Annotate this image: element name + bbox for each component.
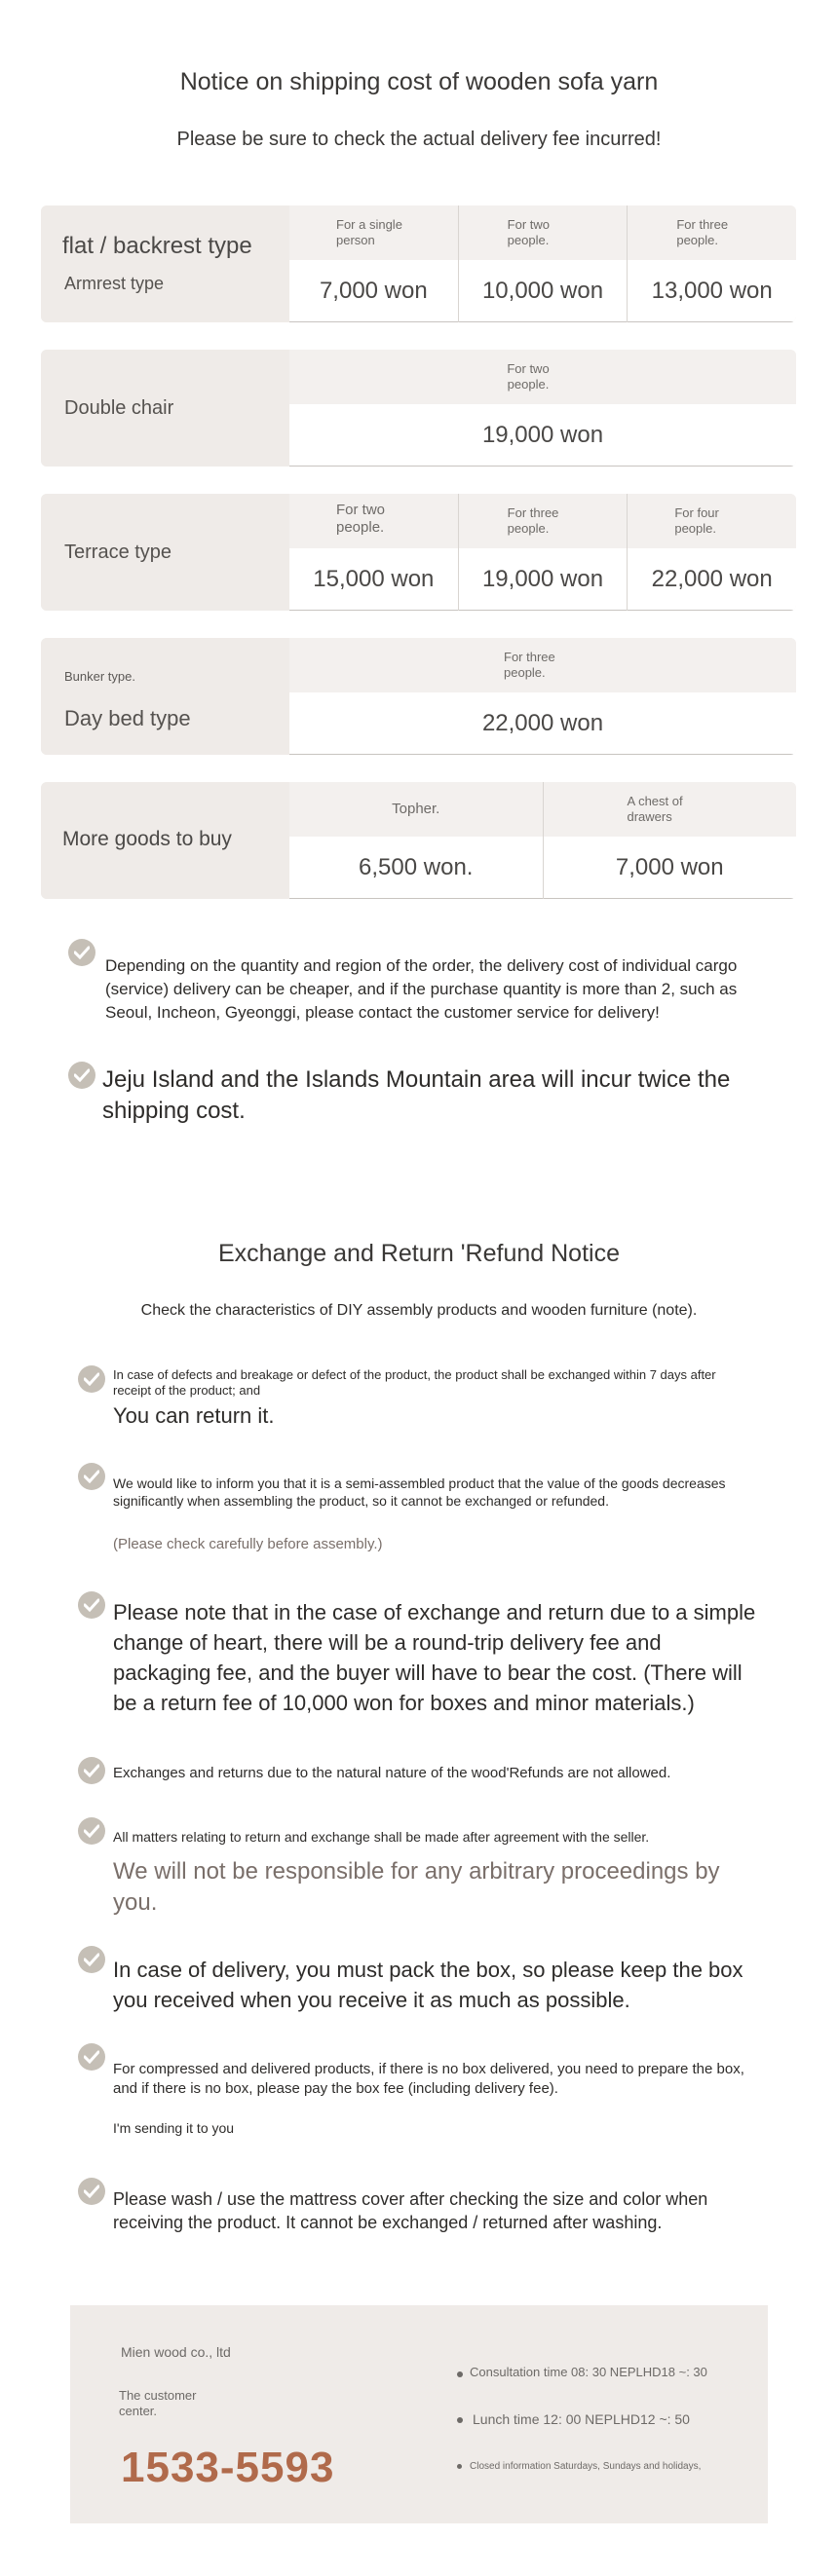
bullet-icon xyxy=(457,2464,462,2469)
column-head: For three people. xyxy=(507,505,559,536)
label-small: Bunker type. xyxy=(64,669,135,684)
label-main: Day bed type xyxy=(64,706,191,730)
check-icon xyxy=(78,2178,105,2205)
refund-title: Exchange and Return 'Refund Notice xyxy=(218,1240,620,1267)
check-icon xyxy=(78,1757,105,1784)
check-icon xyxy=(68,939,95,966)
column-head: For four people. xyxy=(674,505,719,536)
check-icon xyxy=(78,2043,105,2071)
price-value: 7,000 won xyxy=(615,854,724,880)
shipping-subtitle: Please be sure to check the actual delivery fee incurred! xyxy=(176,129,662,150)
bullet-icon xyxy=(457,2417,463,2423)
price-value: 7,000 won xyxy=(319,278,428,304)
price-value: 22,000 won xyxy=(481,710,604,736)
price-value: 10,000 won xyxy=(481,278,604,304)
refund-item-big: Please note that in the case of exchange and return due to a simple change of heart, there will be a round-trip delivery fee and packaging fee, and the buyer will have to bear the cost. (There will be a return fee of 10,000 won for boxes and minor materials.) xyxy=(113,1600,756,1715)
customer-center-label: The customer center. xyxy=(119,2388,197,2418)
column-head: Topher. xyxy=(392,801,440,817)
refund-item-text: For compressed and delivered products, if there is no box delivered, you need to prepare the box, and if there is no box, please pay the box fee (including delivery fee). xyxy=(113,2061,744,2097)
label-main: flat / backrest type xyxy=(62,233,252,259)
price-table-day-bed xyxy=(41,638,796,755)
label-main: Double chair xyxy=(64,397,174,419)
shipping-note-islands: Jeju Island and the Islands Mountain area will incur twice the shipping cost. xyxy=(102,1066,731,1124)
check-icon xyxy=(78,1365,105,1393)
consultation-time: Consultation time 08: 30 NEPLHD18 ~: 30 xyxy=(470,2365,707,2379)
price-table-more-goods xyxy=(41,782,796,899)
lunch-time: Lunch time 12: 00 NEPLHD12 ~: 50 xyxy=(473,2411,690,2427)
company-name: Mien wood co., ltd xyxy=(121,2344,231,2360)
price-table-label xyxy=(41,205,289,322)
shipping-title: Notice on shipping cost of wooden sofa yarn xyxy=(179,68,659,95)
refund-item-big: We will not be responsible for any arbitrary proceedings by you. xyxy=(113,1858,720,1916)
column-head: For two people. xyxy=(336,502,386,536)
column-head: For three people. xyxy=(504,650,555,680)
refund-item-text: Please wash / use the mattress cover after checking the size and color when receiving the product. It cannot be exchanged / returned after washing. xyxy=(113,2189,708,2232)
check-icon xyxy=(78,1463,105,1490)
refund-item-small: In case of defects and breakage or defect of the product, the product shall be exchanged within 7 days after receipt of the product; and xyxy=(113,1367,716,1398)
price-value: 13,000 won xyxy=(651,278,773,304)
bullet-icon xyxy=(457,2371,463,2377)
refund-item-small: All matters relating to return and exchange shall be made after agreement with the seller. xyxy=(113,1829,650,1845)
price-table-terrace xyxy=(41,494,796,611)
check-icon xyxy=(78,1591,105,1619)
check-icon xyxy=(78,1817,105,1845)
price-table-flat xyxy=(41,205,796,322)
price-value: 19,000 won xyxy=(481,422,604,448)
refund-item-text: Exchanges and returns due to the natural nature of the wood'Refunds are not allowed. xyxy=(113,1765,671,1781)
refund-item-small: We would like to inform you that it is a semi-assembled product that the value of the goods decreases significantly when assembling the product, so it cannot be exchanged or refunded. xyxy=(113,1475,726,1509)
price-value: 22,000 won xyxy=(651,566,773,592)
label-main: Terrace type xyxy=(64,541,172,563)
column-head: For a single person xyxy=(336,217,402,247)
column-head: A chest of drawers xyxy=(627,794,683,824)
refund-item-big: In case of delivery, you must pack the box, so please keep the box you received when you receive it as much as possible. xyxy=(113,1958,743,2012)
refund-item-extra: I'm sending it to you xyxy=(113,2120,235,2136)
check-icon xyxy=(68,1062,95,1089)
refund-item-big: You can return it. xyxy=(113,1403,275,1428)
price-table-double-chair xyxy=(41,350,796,467)
column-head: For two people. xyxy=(507,361,550,392)
closed-information: Closed information Saturdays, Sundays and holidays, xyxy=(470,2461,702,2472)
label-main: More goods to buy xyxy=(62,828,232,850)
check-icon xyxy=(78,1946,105,1973)
price-value: 6,500 won. xyxy=(359,854,474,880)
price-value: 15,000 won xyxy=(313,566,435,592)
customer-center-footer xyxy=(70,2305,768,2523)
phone-number[interactable]: 1533-5593 xyxy=(121,2444,335,2491)
price-value: 19,000 won xyxy=(481,566,604,592)
refund-subtitle: Check the characteristics of DIY assembly products and wooden furniture (note). xyxy=(140,1302,698,1319)
column-head: For two people. xyxy=(507,217,551,247)
shipping-note: Depending on the quantity and region of the order, the delivery cost of individual cargo (service) delivery can be cheaper, and if the purchase quantity is more than 2, such as Seoul, Incheon, Gyeonggi, please contact the customer service for delivery! xyxy=(105,956,738,1022)
column-head: For three people. xyxy=(676,217,729,247)
refund-item-note: (Please check carefully before assembly.) xyxy=(113,1536,383,1552)
label-sub: Armrest type xyxy=(64,274,165,293)
